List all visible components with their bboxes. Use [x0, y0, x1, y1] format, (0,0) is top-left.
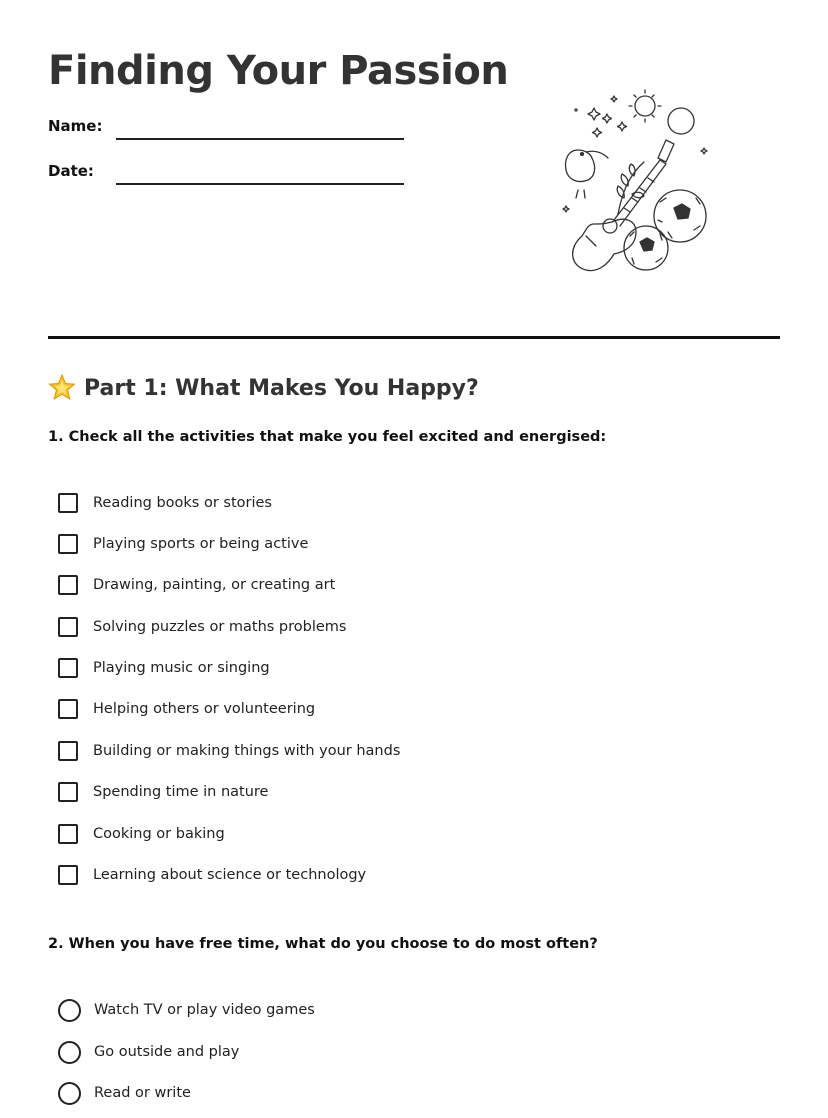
option-label: Cooking or baking: [93, 826, 225, 842]
page-title: Finding Your Passion: [48, 48, 509, 94]
checkbox[interactable]: [58, 617, 78, 637]
radio-button[interactable]: [58, 999, 81, 1022]
activity-option[interactable]: [58, 863, 366, 887]
checkbox[interactable]: [58, 575, 78, 595]
activity-option[interactable]: [58, 532, 308, 556]
free-time-option[interactable]: [58, 1040, 239, 1064]
radio-button[interactable]: [58, 1082, 81, 1105]
option-label: Playing sports or being active: [93, 536, 309, 552]
sun-icon: [629, 90, 661, 122]
option-label: Building or making things with your hands: [93, 743, 401, 759]
name-label: Name:: [48, 117, 103, 135]
checkbox[interactable]: [58, 824, 78, 844]
activity-option[interactable]: [58, 780, 268, 804]
checkbox[interactable]: [58, 699, 78, 719]
option-label: Learning about science or technology: [93, 867, 367, 883]
checkbox[interactable]: [58, 741, 78, 761]
option-label: Go outside and play: [94, 1044, 240, 1060]
option-label: Solving puzzles or maths problems: [93, 619, 347, 635]
option-label: Drawing, painting, or creating art: [93, 577, 336, 593]
activity-option[interactable]: [58, 656, 270, 680]
date-field[interactable]: [116, 183, 404, 185]
checkbox[interactable]: [58, 493, 78, 513]
activity-option[interactable]: [58, 697, 315, 721]
option-label: Helping others or volunteering: [93, 701, 316, 717]
free-time-option[interactable]: [58, 1081, 191, 1105]
activity-option[interactable]: [58, 491, 272, 515]
activity-option[interactable]: [58, 573, 335, 597]
checkbox[interactable]: [58, 865, 78, 885]
question-2: 2. When you have free time, what do you choose to do most often?: [48, 936, 598, 952]
option-label: Watch TV or play video games: [94, 1002, 315, 1018]
part1-heading: [48, 374, 479, 402]
checkbox[interactable]: [58, 658, 78, 678]
checkbox[interactable]: [58, 782, 78, 802]
bird-icon: [566, 150, 609, 198]
date-label: Date:: [48, 162, 94, 180]
radio-button[interactable]: [58, 1041, 81, 1064]
option-label: Reading books or stories: [93, 495, 272, 511]
activity-option[interactable]: [58, 615, 347, 639]
name-field[interactable]: [116, 138, 404, 140]
moon-icon: [668, 108, 694, 134]
free-time-option[interactable]: [58, 998, 315, 1022]
activity-option[interactable]: [58, 822, 225, 846]
guitar-icon: [573, 140, 674, 271]
option-label: Spending time in nature: [93, 784, 269, 800]
question-1: 1. Check all the activities that make you feel excited and energised:: [48, 429, 607, 445]
star-icon: [48, 374, 76, 402]
checkbox[interactable]: [58, 534, 78, 554]
activity-option[interactable]: [58, 739, 400, 763]
option-label: Read or write: [94, 1085, 191, 1101]
option-label: Playing music or singing: [93, 660, 270, 676]
section-divider: [48, 336, 780, 339]
part1-title: Part 1: What Makes You Happy?: [84, 375, 479, 401]
passion-illustration: [552, 86, 720, 276]
